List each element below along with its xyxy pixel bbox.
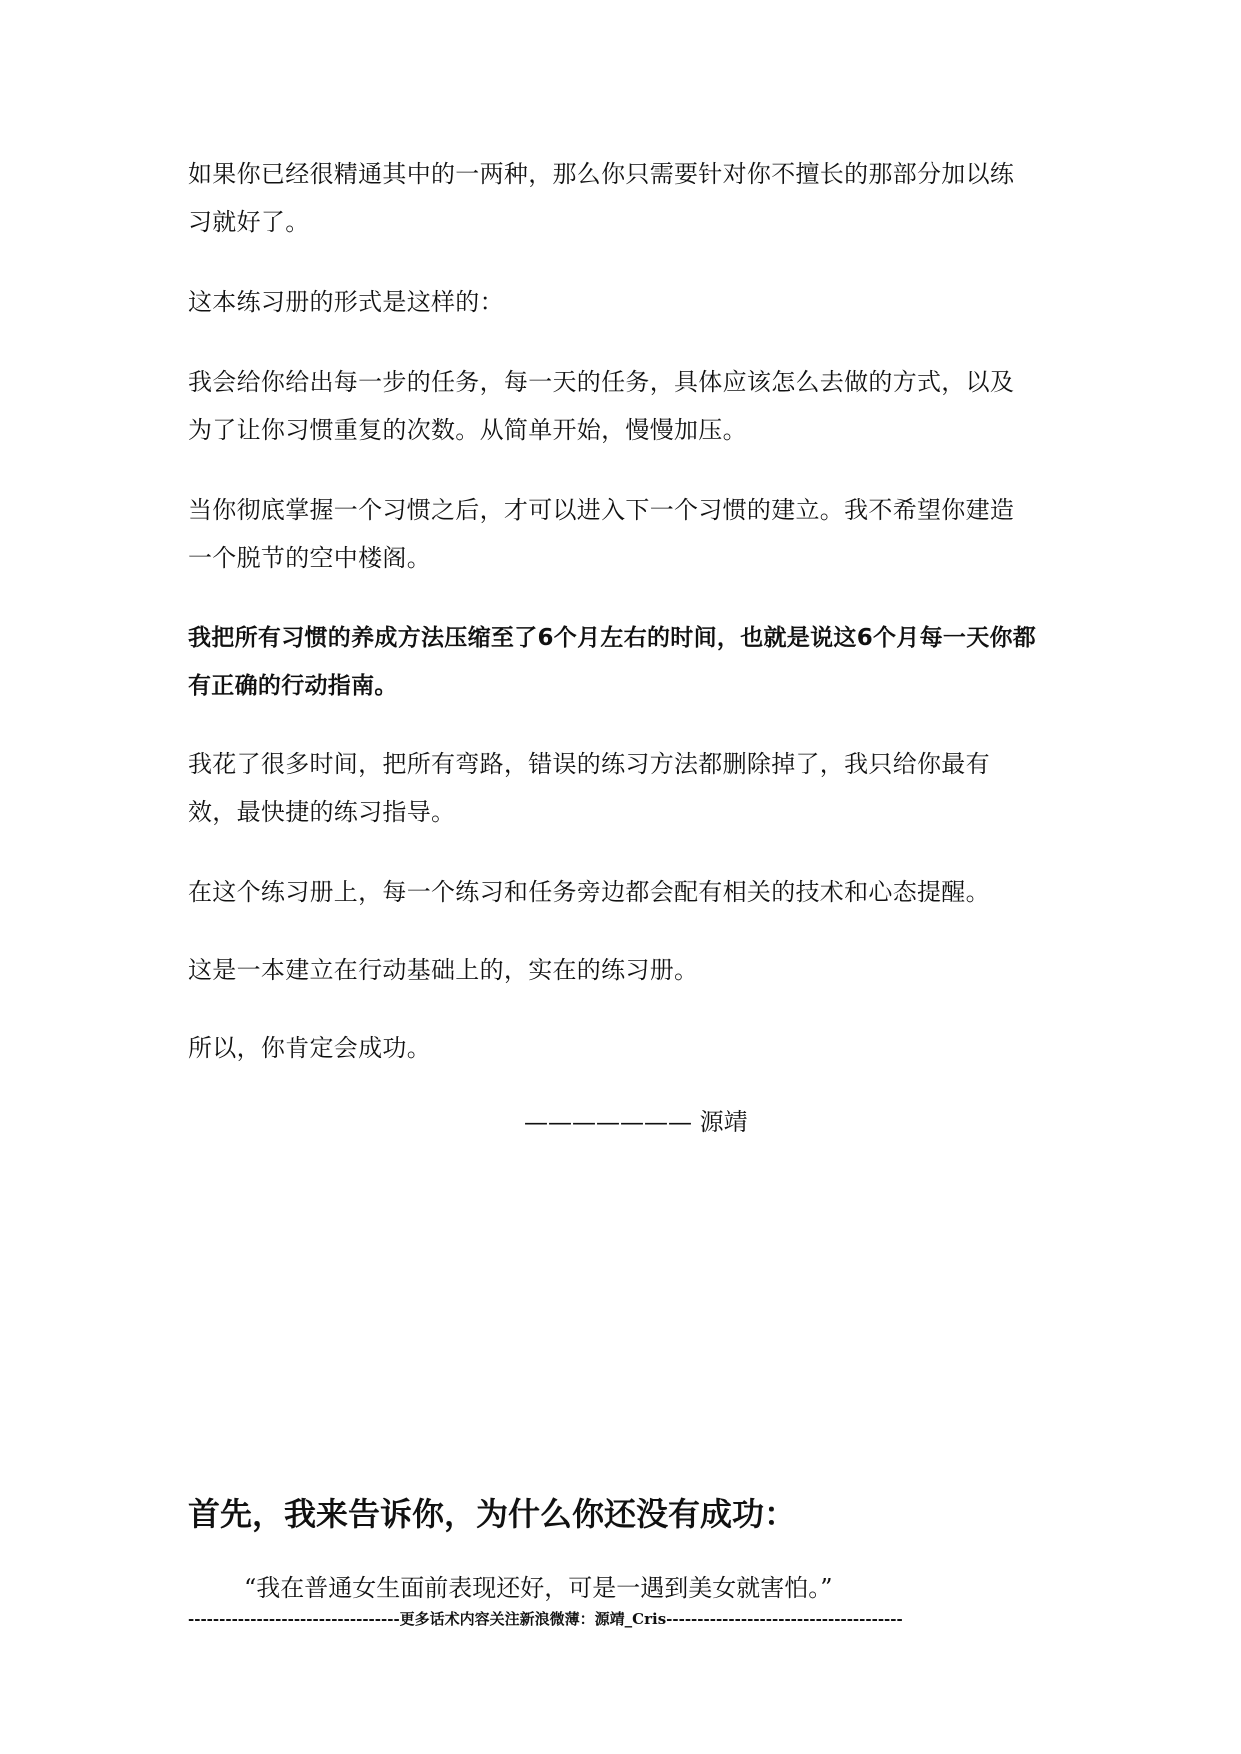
paragraph-tips: 在这个练习册上，每一个练习和任务旁边都会配有相关的技术和心态提醒。 (188, 878, 990, 906)
paragraph-six-months-emphasis: 我把所有习惯的养成方法压缩至了6个月左右的时间，也就是说这6个月每一天你都有正确的行动指南。 (188, 625, 1037, 699)
paragraph-practice-weakness: 如果你已经很精通其中的一两种，那么你只需要针对你不擅长的那部分加以练习就好了。 (188, 160, 1015, 236)
author-signature: ——————— 源靖 (524, 1108, 748, 1136)
paragraph-daily-tasks: 我会给你给出每一步的任务，每一天的任务，具体应该怎么去做的方式，以及为了让你习惯重复的次数。从简单开始，慢慢加压。 (188, 368, 1015, 444)
section-heading: 首先，我来告诉你，为什么你还没有成功： (188, 1495, 797, 1533)
paragraph-habit-mastery: 当你彻底掌握一个习惯之后，才可以进入下一个习惯的建立。我不希望你建造一个脱节的空中楼阁。 (188, 496, 1015, 572)
paragraph-success: 所以，你肯定会成功。 (188, 1034, 431, 1062)
paragraph-action-based: 这是一本建立在行动基础上的，实在的练习册。 (188, 956, 699, 984)
paragraph-workbook-format: 这本练习册的形式是这样的： (188, 288, 504, 316)
page-footer: ----------------------------------更多话术内容关注新浪微薄：源靖_Cris-------------------------------------- (188, 1610, 903, 1628)
quote-text: “我在普通女生面前表现还好，可是一遇到美女就害怕。” (244, 1574, 833, 1602)
paragraph-removed-detours: 我花了很多时间，把所有弯路，错误的练习方法都删除掉了，我只给你最有效，最快捷的练习指导。 (188, 750, 990, 826)
